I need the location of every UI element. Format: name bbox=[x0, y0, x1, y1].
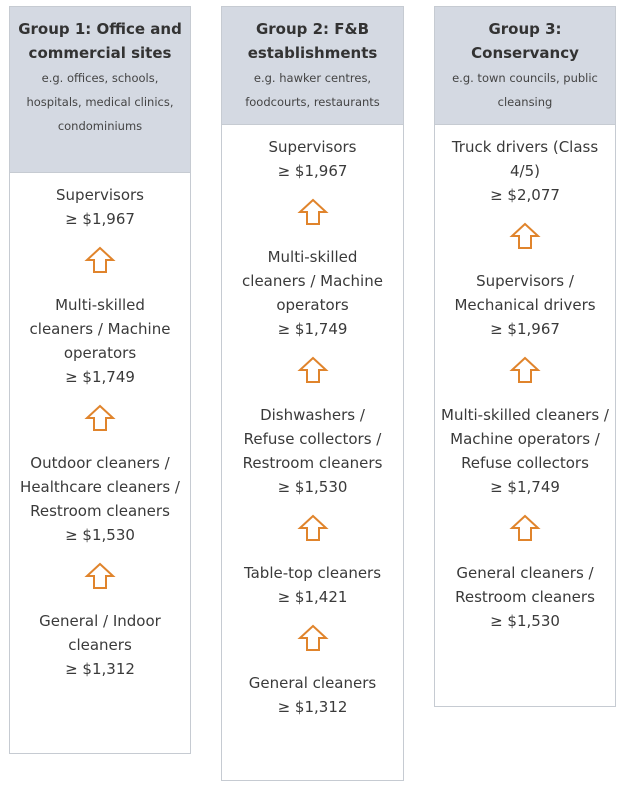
tier-wage: ≥ $1,967 bbox=[490, 320, 560, 338]
group-1-column bbox=[9, 6, 191, 754]
tier-wage: ≥ $1,312 bbox=[65, 660, 135, 678]
tier-role: Outdoor cleaners / Healthcare cleaners / Restroom cleaners bbox=[20, 454, 180, 520]
group-3-column bbox=[434, 6, 616, 707]
tier-role: Supervisors / Mechanical drivers bbox=[454, 272, 596, 314]
tier-role: General / Indoor cleaners bbox=[39, 612, 161, 654]
group-1-subtitle: e.g. offices, schools, hospitals, medical clinics, condominiums bbox=[26, 71, 174, 133]
up-arrow-icon bbox=[297, 513, 329, 543]
up-arrow-icon bbox=[509, 513, 541, 543]
tier-role: Multi-skilled cleaners / Machine operators bbox=[242, 248, 383, 314]
tier-wage: ≥ $1,312 bbox=[277, 698, 348, 716]
tier-wage: ≥ $1,421 bbox=[277, 588, 348, 606]
up-arrow-icon bbox=[84, 245, 116, 275]
up-arrow-icon bbox=[297, 623, 329, 653]
tier-role: General cleaners bbox=[248, 674, 377, 692]
up-arrow-icon bbox=[509, 355, 541, 385]
up-arrow-icon bbox=[84, 561, 116, 591]
tier-wage: ≥ $1,967 bbox=[65, 210, 135, 228]
tier-role: General cleaners / Restroom cleaners bbox=[455, 564, 595, 606]
tier-wage: ≥ $1,967 bbox=[277, 162, 348, 180]
tier-role: Dishwashers / Refuse collectors / Restroom cleaners bbox=[242, 406, 383, 472]
tier-wage: ≥ $1,749 bbox=[490, 478, 560, 496]
tier-wage: ≥ $1,749 bbox=[65, 368, 135, 386]
up-arrow-icon bbox=[509, 221, 541, 251]
tier-role: Table-top cleaners bbox=[243, 564, 382, 582]
group-2-subtitle: e.g. hawker centres, foodcourts, restaurants bbox=[245, 71, 380, 109]
tier-wage: ≥ $1,530 bbox=[65, 526, 135, 544]
tier-role: Truck drivers (Class 4/5) bbox=[451, 138, 599, 180]
up-arrow-icon bbox=[84, 403, 116, 433]
group-3-header bbox=[435, 7, 615, 125]
group-2-column bbox=[221, 6, 404, 781]
group-2-header bbox=[222, 7, 403, 125]
group-2-title: Group 2: F&B establishments bbox=[247, 20, 378, 62]
group-3-title: Group 3: Conservancy bbox=[471, 20, 579, 62]
group-3-subtitle: e.g. town councils, public cleansing bbox=[452, 71, 598, 109]
group-1-title: Group 1: Office and commercial sites bbox=[18, 20, 182, 62]
tier-wage: ≥ $1,530 bbox=[277, 478, 348, 496]
tier-role: Multi-skilled cleaners / Machine operators bbox=[29, 296, 171, 362]
tier-wage: ≥ $1,530 bbox=[490, 612, 560, 630]
group-1-header bbox=[10, 7, 190, 173]
up-arrow-icon bbox=[297, 197, 329, 227]
tier-wage: ≥ $2,077 bbox=[490, 186, 560, 204]
tier-role: Supervisors bbox=[268, 138, 357, 156]
tier-role: Supervisors bbox=[56, 186, 144, 204]
tier-wage: ≥ $1,749 bbox=[277, 320, 348, 338]
up-arrow-icon bbox=[297, 355, 329, 385]
tier-role: Multi-skilled cleaners / Machine operators / Refuse collectors bbox=[441, 406, 609, 472]
